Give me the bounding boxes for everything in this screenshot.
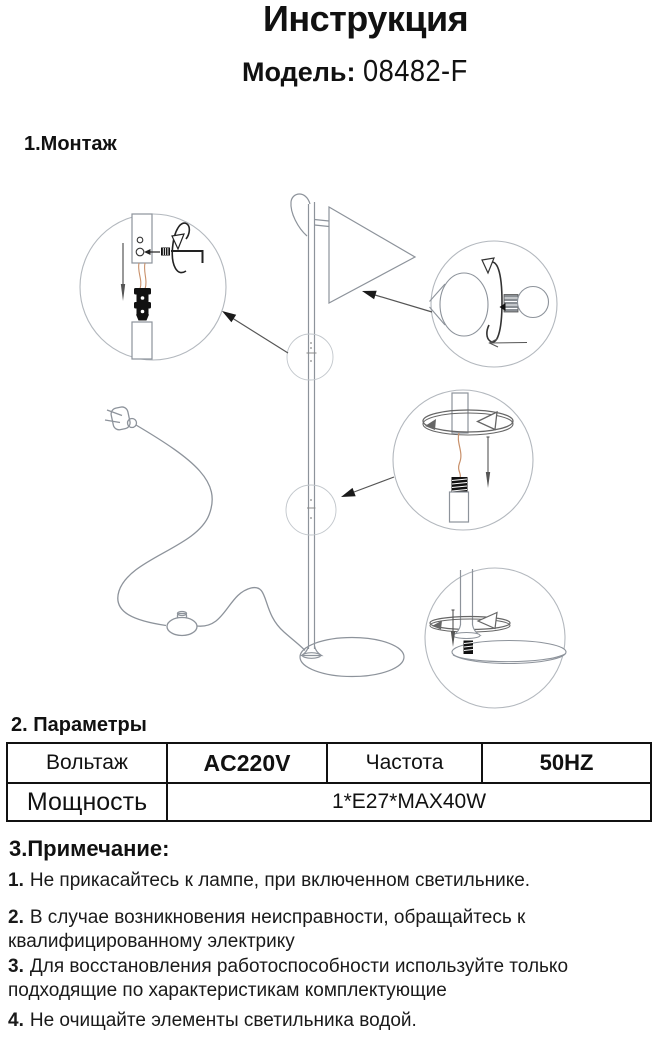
power-cord-drawing [105,406,305,651]
joint-marker-upper [287,334,333,380]
plug-prong [107,410,122,416]
floor-lamp-assembly-diagram [0,160,656,712]
light-bulb [518,287,549,318]
power-label-cell: Мощность [7,783,167,821]
note-item: 3. Для восстановления работоспособности используйте только подходящие по характеристикам комплектующие [8,956,569,1001]
frequency-label-cell: Частота [327,743,482,783]
cord-lower [197,588,305,651]
callout-circle-base-detail [425,568,565,708]
notes-list [8,869,652,1033]
lamp-base [300,638,404,677]
bulb-thread [504,295,518,313]
pointer-arrow-1 [233,319,288,354]
cord-upper [118,425,212,626]
plug-body [110,406,131,431]
model-value: 08482-F [362,53,468,88]
note-item: 1. Не прикасайтесь к лампе, при включенном светильнике. [8,870,531,891]
voltage-value-cell: AC220V [167,743,327,783]
parameters-table [6,742,652,822]
section-heading-parameters: 2. Параметры [11,714,147,736]
pointer-arrow-2 [375,295,432,312]
note-item: 2. В случае возникновения неисправности, обращайтесь к квалифицированному электрику [8,907,526,952]
lamp-shade-cone [329,207,415,303]
power-value-cell: 1*E27*MAX40W [167,783,651,821]
pointer-arrow-3 [354,477,394,492]
page-title: Инструкция [263,0,469,39]
model-line [242,53,482,89]
shade-back [440,273,488,336]
foot-switch [167,618,197,636]
section-heading-assembly: 1.Монтаж [24,133,117,155]
floor-lamp-drawing [286,194,415,677]
note-item: 4. Не очищайте элементы светильника водой. [8,1010,417,1031]
table-row [7,743,651,783]
wire-connector [134,288,151,321]
joint-marker-lower [286,485,336,535]
pole-top-curl [291,194,310,236]
callout-circle-screw-detail [80,214,226,360]
section-heading-notes: 3.Примечание: [9,836,170,861]
table-row [7,783,651,821]
voltage-label-cell: Вольтаж [7,743,167,783]
model-label: Модель: [242,57,356,87]
frequency-value-cell: 50HZ [482,743,651,783]
